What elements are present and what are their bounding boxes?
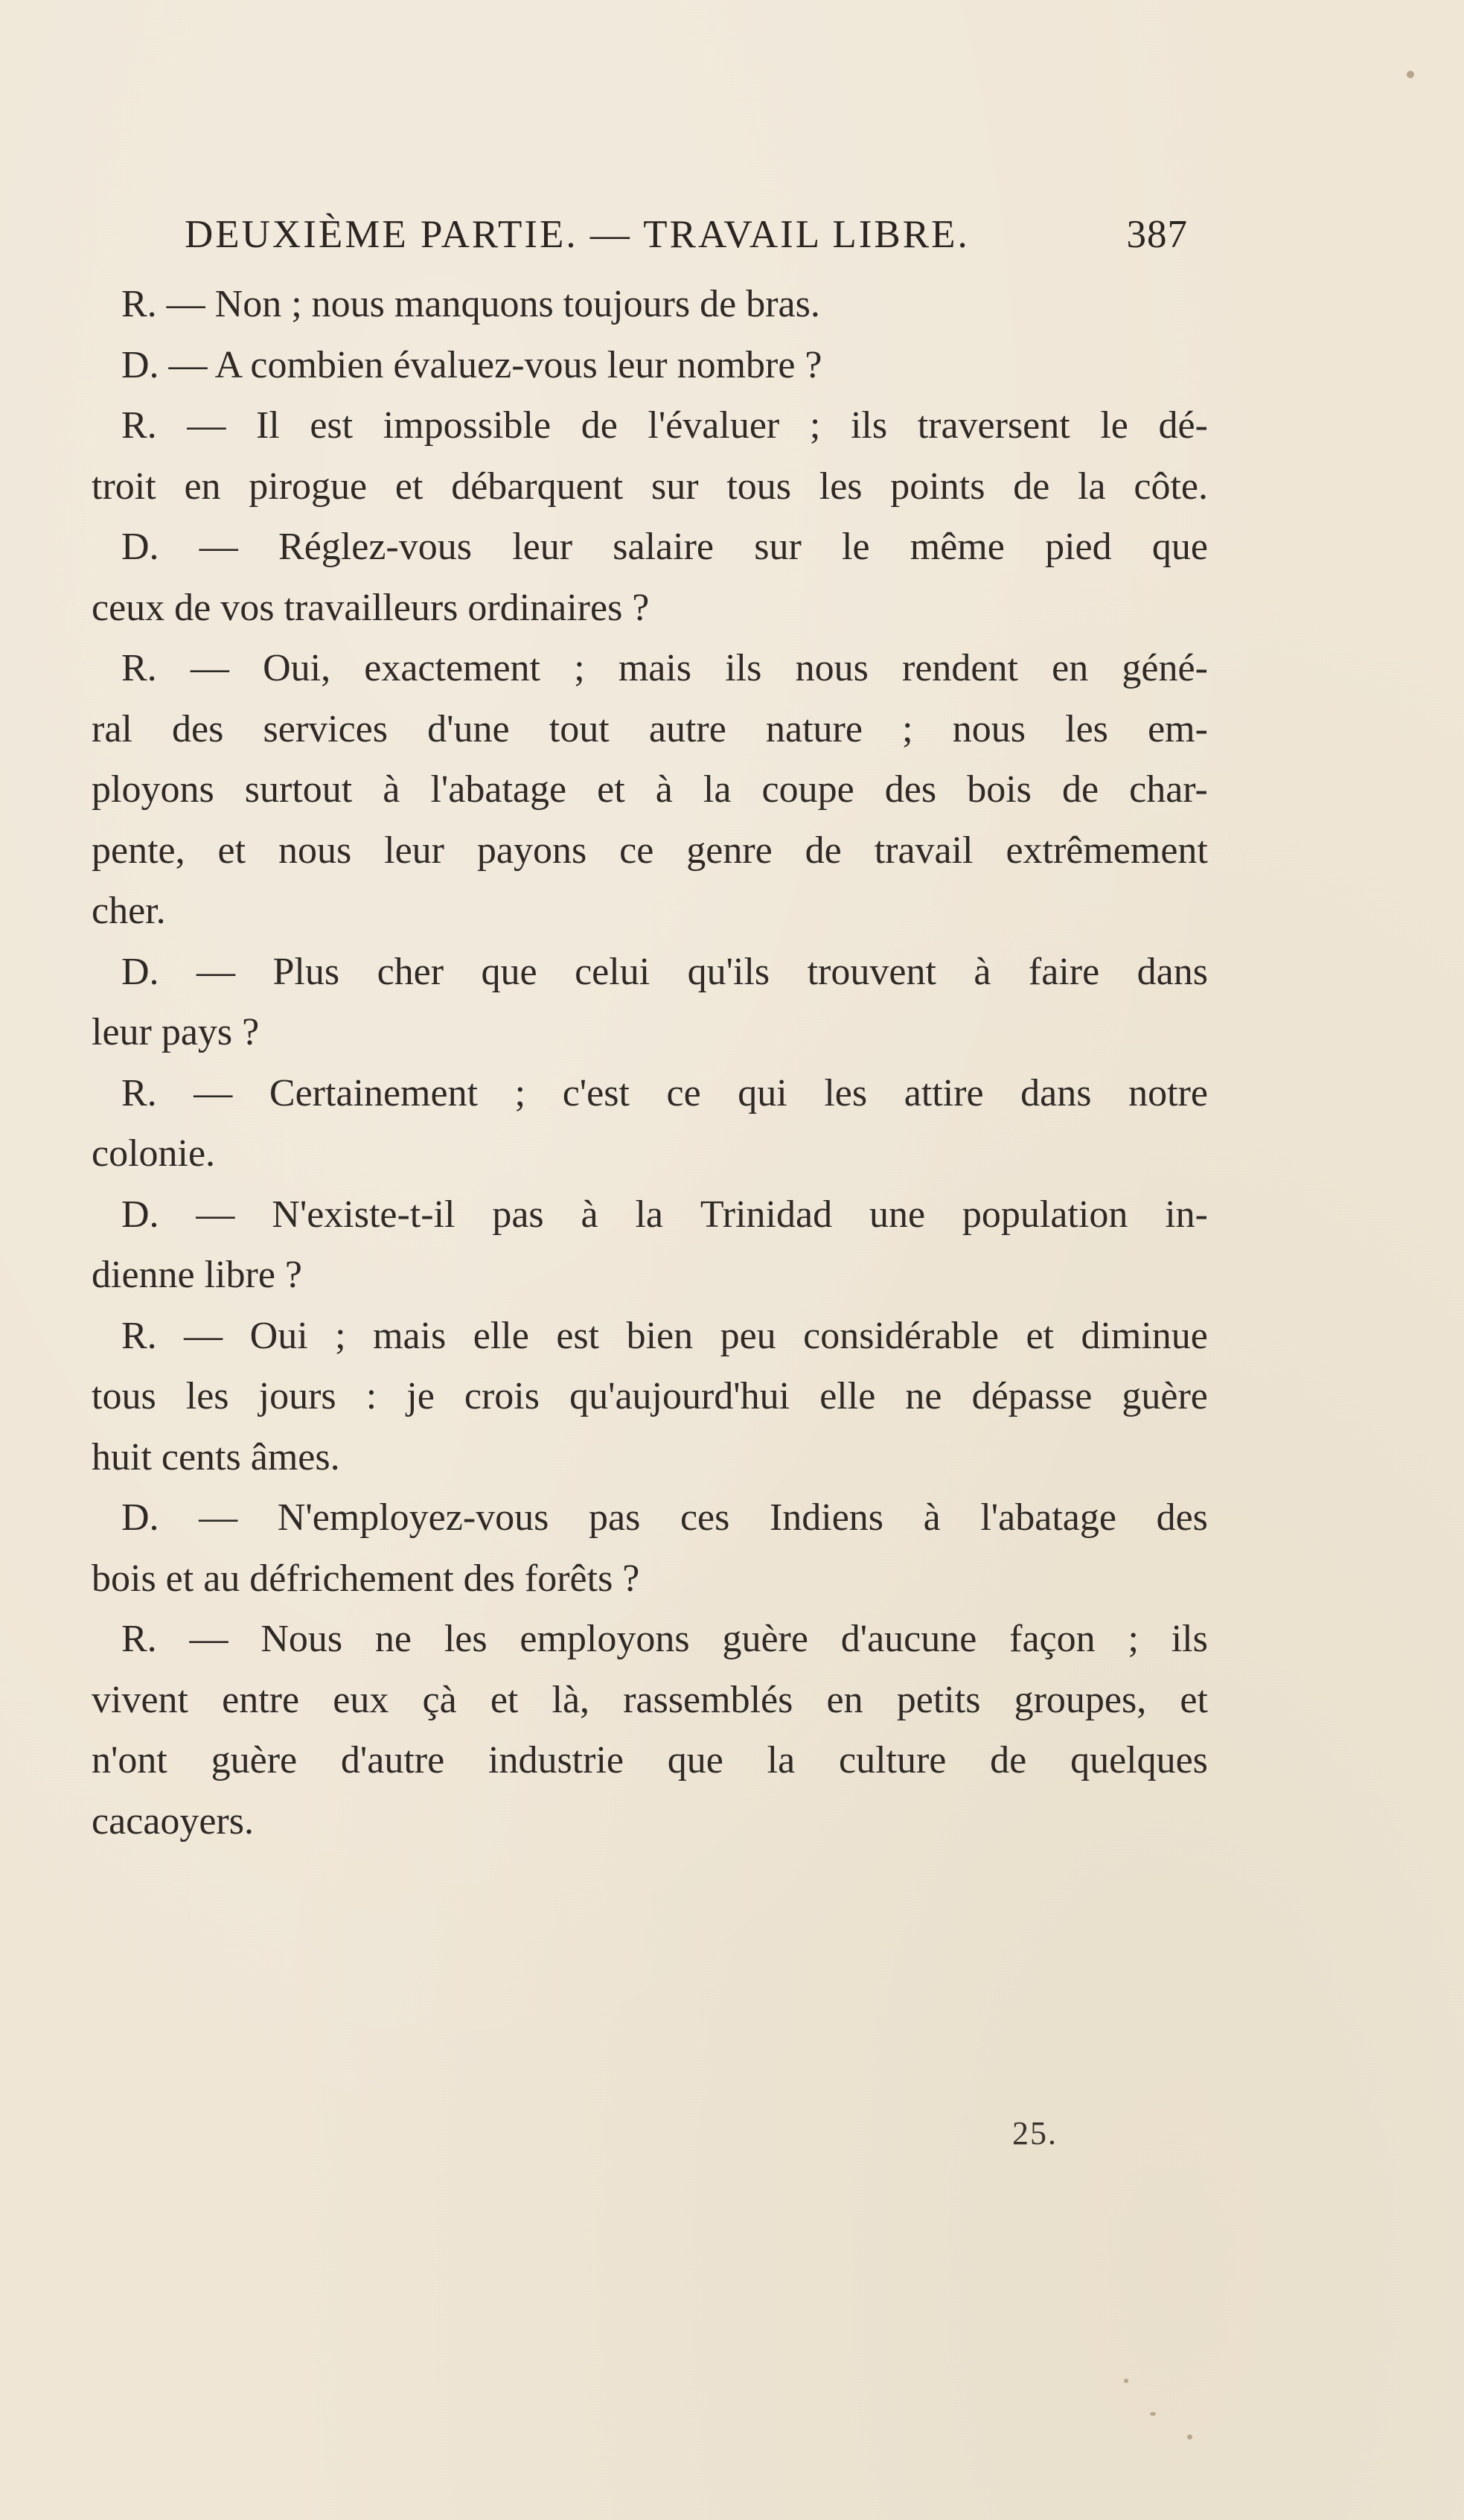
word: qui [738, 1071, 787, 1114]
word: côte. [1134, 465, 1208, 508]
word: Oui, [263, 647, 331, 689]
word: travail [874, 829, 974, 872]
word: petits [896, 1678, 981, 1721]
text-line [92, 881, 1208, 942]
word: — [189, 1618, 228, 1660]
word: char- [1129, 768, 1208, 811]
word: ils [725, 647, 762, 689]
paper-speck [1187, 2434, 1192, 2440]
word: ce [666, 1071, 701, 1114]
text-line [92, 1487, 1208, 1548]
word: de [1013, 465, 1050, 508]
word: D. [121, 1193, 159, 1236]
word: que [1151, 526, 1208, 568]
text-line [92, 1184, 1208, 1245]
text-line [92, 1123, 1208, 1184]
word: les [819, 465, 863, 508]
word: ne [374, 1618, 412, 1660]
text-line [92, 1791, 1208, 1852]
word: groupes, [1014, 1678, 1147, 1721]
word: la [1078, 465, 1106, 508]
paper-speck [1124, 2379, 1128, 2383]
word: pas [589, 1496, 641, 1539]
word: d'aucune [840, 1618, 977, 1660]
word: en [826, 1678, 863, 1721]
word: pied [1045, 526, 1112, 568]
text-line [92, 578, 1208, 639]
word: in- [1165, 1193, 1208, 1236]
word: à [581, 1193, 598, 1236]
word: pirogue [249, 465, 368, 508]
line-text: leur pays ? [92, 1011, 260, 1053]
word: D. [121, 1496, 159, 1539]
word: payons [476, 829, 587, 872]
word: Oui [249, 1314, 308, 1357]
word: elle [473, 1314, 529, 1357]
text-line [92, 335, 1208, 396]
word: débarquent [451, 465, 624, 508]
word: ; [1128, 1618, 1139, 1660]
word: et [597, 768, 625, 811]
word: — [199, 1496, 238, 1539]
word: ils [1171, 1618, 1208, 1660]
word: et [217, 829, 246, 872]
word: leur [512, 526, 573, 568]
word: des [884, 768, 937, 811]
word: le [1100, 404, 1128, 447]
word: salaire [613, 526, 714, 568]
word: crois [464, 1375, 540, 1417]
word: points [890, 465, 985, 508]
word: en [184, 465, 221, 508]
word: géné- [1122, 647, 1208, 689]
line-text: bois et au défrichement des forêts ? [92, 1557, 640, 1600]
word: R. [121, 1314, 157, 1357]
text-line [92, 942, 1208, 1003]
word: ; [902, 707, 913, 750]
word: Trinidad [700, 1193, 833, 1236]
word: quelques [1070, 1739, 1208, 1781]
running-head [185, 212, 1188, 272]
text-line [92, 1002, 1208, 1063]
word: bien [626, 1314, 694, 1357]
word: N'existe-t-il [272, 1193, 455, 1236]
word: en [1052, 647, 1089, 689]
word: à [655, 768, 673, 811]
word: coupe [761, 768, 854, 811]
word: traversent [917, 404, 1070, 447]
word: guère [211, 1739, 298, 1781]
word: nous [278, 829, 352, 872]
word: industrie [488, 1739, 624, 1781]
text-line [92, 699, 1208, 760]
word: R. [121, 404, 157, 447]
word: extrêmement [1006, 829, 1208, 872]
word: cher [377, 950, 444, 993]
word: sur [754, 526, 802, 568]
line-text: colonie. [92, 1132, 216, 1175]
word: notre [1128, 1071, 1208, 1114]
word: R. [121, 647, 157, 689]
word: ne [905, 1375, 942, 1417]
word: une [869, 1193, 926, 1236]
word: surtout [244, 768, 353, 811]
line-text: huit cents âmes. [92, 1435, 340, 1478]
line-text: ceux de vos travailleurs ordinaires ? [92, 586, 650, 629]
word: tous [92, 1375, 156, 1417]
text-line [92, 517, 1208, 578]
word: ; [574, 647, 585, 689]
text-line [92, 1063, 1208, 1124]
word: pente, [92, 829, 185, 872]
word: jours [258, 1375, 336, 1417]
word: Indiens [769, 1496, 884, 1539]
word: ; [809, 404, 821, 447]
word: mais [373, 1314, 447, 1357]
word: de [990, 1739, 1027, 1781]
word: D. [121, 950, 159, 993]
word: — [190, 647, 229, 689]
word: employons [520, 1618, 690, 1660]
text-line [92, 456, 1208, 517]
word: — [187, 404, 226, 447]
word: des [172, 707, 224, 750]
word: et [1180, 1678, 1208, 1721]
word: de [1061, 768, 1099, 811]
word: — [194, 1071, 233, 1114]
word: — [199, 526, 238, 568]
word: — [196, 950, 236, 993]
word: : [365, 1375, 377, 1417]
word: les [1065, 707, 1108, 750]
word: mais [618, 647, 692, 689]
word: même [910, 526, 1005, 568]
word: troit [92, 465, 156, 508]
text-line [92, 1730, 1208, 1791]
word: ils [850, 404, 888, 447]
word: elle [819, 1375, 876, 1417]
running-head-title: DEUXIÈME PARTIE. — TRAVAIL LIBRE. [185, 213, 970, 256]
word: et [490, 1678, 519, 1721]
line-text: dienne libre ? [92, 1254, 302, 1296]
signature-mark: 25. [1012, 2115, 1058, 2151]
word: la [635, 1193, 663, 1236]
word: de [581, 404, 618, 447]
word: l'abatage [980, 1496, 1116, 1539]
text-line [92, 1609, 1208, 1670]
word: le [842, 526, 870, 568]
word: Il [255, 404, 280, 447]
word: population [962, 1193, 1128, 1236]
text-line [92, 638, 1208, 699]
text-line [92, 1427, 1208, 1488]
word: attire [904, 1071, 984, 1114]
word: considérable [803, 1314, 999, 1357]
word: n'ont [92, 1739, 167, 1781]
word: l'évaluer [648, 404, 780, 447]
word: dans [1020, 1071, 1092, 1114]
word: à [974, 950, 991, 993]
word: vivent [92, 1678, 188, 1721]
word: c'est [562, 1071, 630, 1114]
word: celui [575, 950, 651, 993]
word: R. [121, 1618, 157, 1660]
word: d'une [427, 707, 510, 750]
line-text: cacaoyers. [92, 1799, 254, 1843]
word: ; [335, 1314, 346, 1357]
word: sur [651, 465, 699, 508]
word: trouvent [807, 950, 936, 993]
word: qu'ils [687, 950, 770, 993]
word: les [185, 1375, 229, 1417]
text-line [92, 820, 1208, 881]
word: D. [121, 526, 159, 568]
word: Certainement [269, 1071, 479, 1114]
word: l'abatage [430, 768, 567, 811]
word: Réglez-vous [278, 526, 472, 568]
text-line [92, 1366, 1208, 1427]
line-text: cher. [92, 890, 166, 932]
word: nous [795, 647, 869, 689]
word: dépasse [971, 1375, 1093, 1417]
word: faire [1028, 950, 1100, 993]
word: et [1026, 1314, 1054, 1357]
word: tout [549, 707, 610, 750]
word: la [703, 768, 732, 811]
word: et [394, 465, 423, 508]
word: em- [1148, 707, 1208, 750]
text-line [92, 1306, 1208, 1367]
word: — [196, 1193, 235, 1236]
word: guère [722, 1618, 808, 1660]
word: Nous [260, 1618, 343, 1660]
word: les [824, 1071, 868, 1114]
word: impossible [383, 404, 552, 447]
word: d'autre [340, 1739, 445, 1781]
word: N'employez-vous [277, 1496, 549, 1539]
word: bois [967, 768, 1032, 811]
word: Plus [272, 950, 340, 993]
text-line [92, 395, 1208, 456]
word: je [406, 1375, 435, 1417]
page-number: 387 [1126, 213, 1188, 256]
word: autre [648, 707, 726, 750]
word: genre [686, 829, 773, 872]
paper-speck [1150, 2412, 1156, 2416]
word: que [481, 950, 537, 993]
paper-speck [1407, 71, 1414, 78]
text-line [92, 1548, 1208, 1610]
word: les [444, 1618, 488, 1660]
word: nature [765, 707, 863, 750]
word: ces [680, 1496, 730, 1539]
word: peu [720, 1314, 776, 1357]
word: diminue [1081, 1314, 1208, 1357]
word: à [383, 768, 400, 811]
word: ce [619, 829, 654, 872]
word: façon [1009, 1618, 1096, 1660]
word: exactement [364, 647, 540, 689]
text-line [92, 274, 1208, 335]
word: rendent [902, 647, 1018, 689]
word: çà [422, 1678, 457, 1721]
line-text: D. — A combien évaluez-vous leur nombre ? [121, 343, 822, 386]
word: la [767, 1739, 796, 1781]
word: de [805, 829, 842, 872]
word: dans [1137, 950, 1208, 993]
text-line [92, 1245, 1208, 1306]
word: eux [333, 1678, 389, 1721]
word: entre [222, 1678, 300, 1721]
word: culture [839, 1739, 947, 1781]
word: R. [121, 1071, 157, 1114]
word: est [310, 404, 354, 447]
word: ; [514, 1071, 526, 1114]
text-line [92, 1670, 1208, 1731]
word: guère [1122, 1375, 1208, 1417]
text-line [92, 759, 1208, 820]
word: est [556, 1314, 600, 1357]
word: pas [492, 1193, 544, 1236]
word: qu'aujourd'hui [569, 1375, 790, 1417]
word: là, [552, 1678, 590, 1721]
word: dé- [1158, 404, 1208, 447]
word: des [1156, 1496, 1208, 1539]
word: nous [952, 707, 1026, 750]
word: ral [92, 707, 132, 750]
word: à [923, 1496, 941, 1539]
word: tous [726, 465, 791, 508]
word: — [184, 1314, 223, 1357]
word: leur [384, 829, 444, 872]
line-text: R. — Non ; nous manquons toujours de bras. [121, 283, 820, 325]
word: ployons [92, 768, 214, 811]
word: services [263, 707, 388, 750]
word: que [667, 1739, 723, 1781]
body-text [92, 274, 1208, 1851]
word: rassemblés [623, 1678, 793, 1721]
